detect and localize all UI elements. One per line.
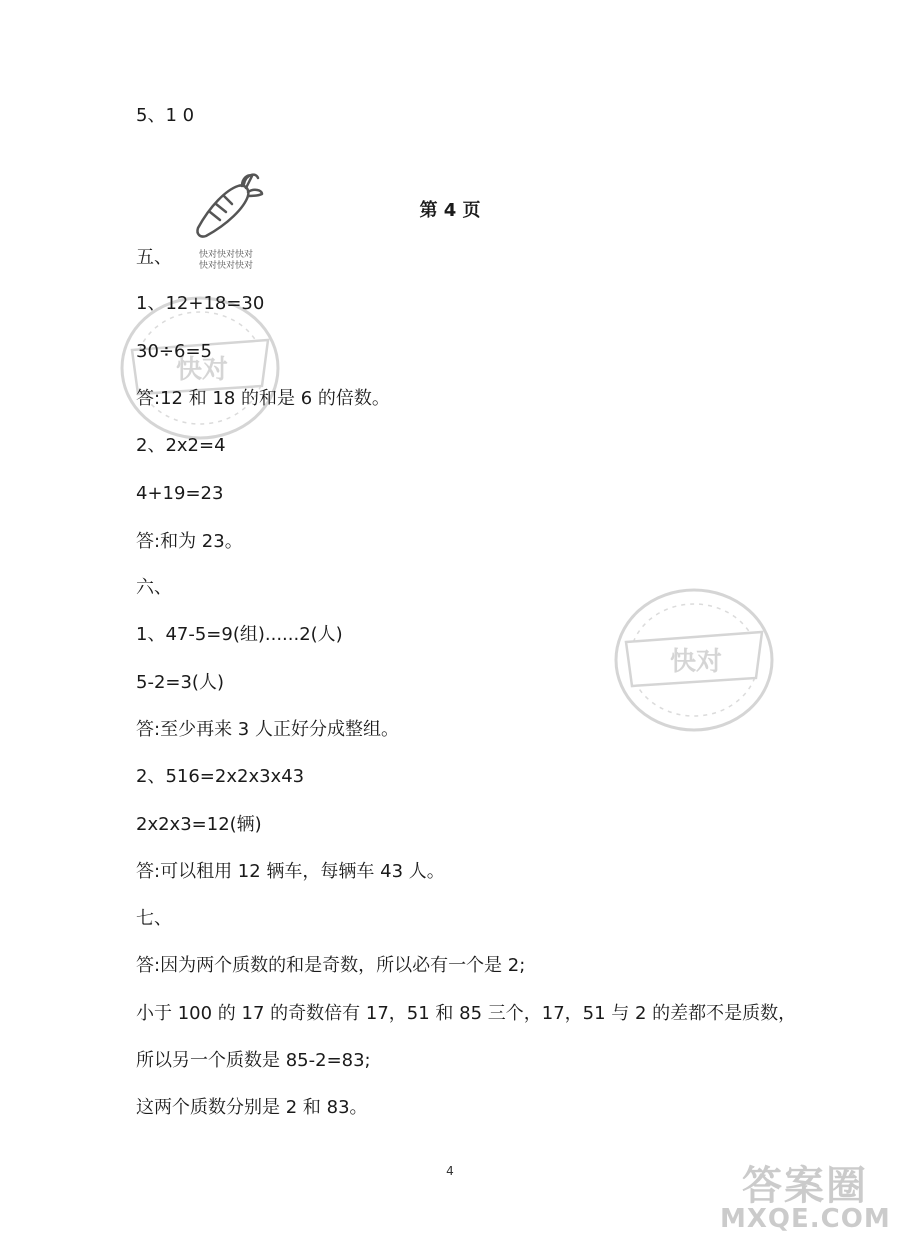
logo-text-line2: 快对快对快对: [198, 261, 253, 271]
watermark-stamp-2: [606, 580, 782, 740]
stamp-1-text: 快对: [175, 355, 229, 385]
stamp-2-text: 快对: [669, 647, 723, 677]
answer-line: 2、516=2x2x3x43: [136, 766, 305, 787]
answer-line: 2x2x3=12(辆): [136, 814, 262, 835]
page-number: 4: [446, 1164, 454, 1178]
answer-line: 2、2x2=4: [136, 435, 226, 456]
answer-line: 30÷6=5: [136, 341, 212, 362]
answer-line: 答:可以租用 12 辆车，每辆车 43 人。: [136, 861, 445, 882]
answer-line: 答:因为两个质数的和是奇数，所以必有一个是 2;: [136, 955, 526, 976]
answer-line: 5-2=3(人): [136, 672, 224, 693]
section-heading: 五、: [136, 247, 172, 268]
answer-line: 1、47-5=9(组)......2(人): [136, 624, 343, 645]
answer-line: 5、1 0: [136, 105, 195, 126]
answer-line: 答:至少再来 3 人正好分成整组。: [136, 719, 399, 740]
answer-line: 所以另一个质数是 85-2=83;: [136, 1050, 371, 1071]
answer-line: 4+19=23: [136, 483, 224, 504]
answer-line: 这两个质数分别是 2 和 83。: [136, 1097, 368, 1118]
corner-watermark-line1: 答案圈: [742, 1163, 868, 1209]
answer-line: 1、12+18=30: [136, 293, 265, 314]
carrot-logo: [186, 168, 266, 278]
answer-line: 答:和为 23。: [136, 531, 243, 552]
section-heading: 六、: [136, 577, 172, 598]
section-heading: 七、: [136, 908, 172, 929]
answer-line: 答:12 和 18 的和是 6 的倍数。: [136, 388, 390, 409]
page-title: 第 4 页: [419, 200, 481, 221]
answer-line: 小于 100 的 17 的奇数倍有 17，51 和 85 三个，17，51 与 2 的差都不是质数，: [136, 1003, 797, 1024]
logo-text-line1: 快对快对快对: [198, 250, 253, 260]
corner-watermark-line2: MXQE.COM: [720, 1204, 891, 1234]
corner-watermark: [720, 1148, 890, 1238]
